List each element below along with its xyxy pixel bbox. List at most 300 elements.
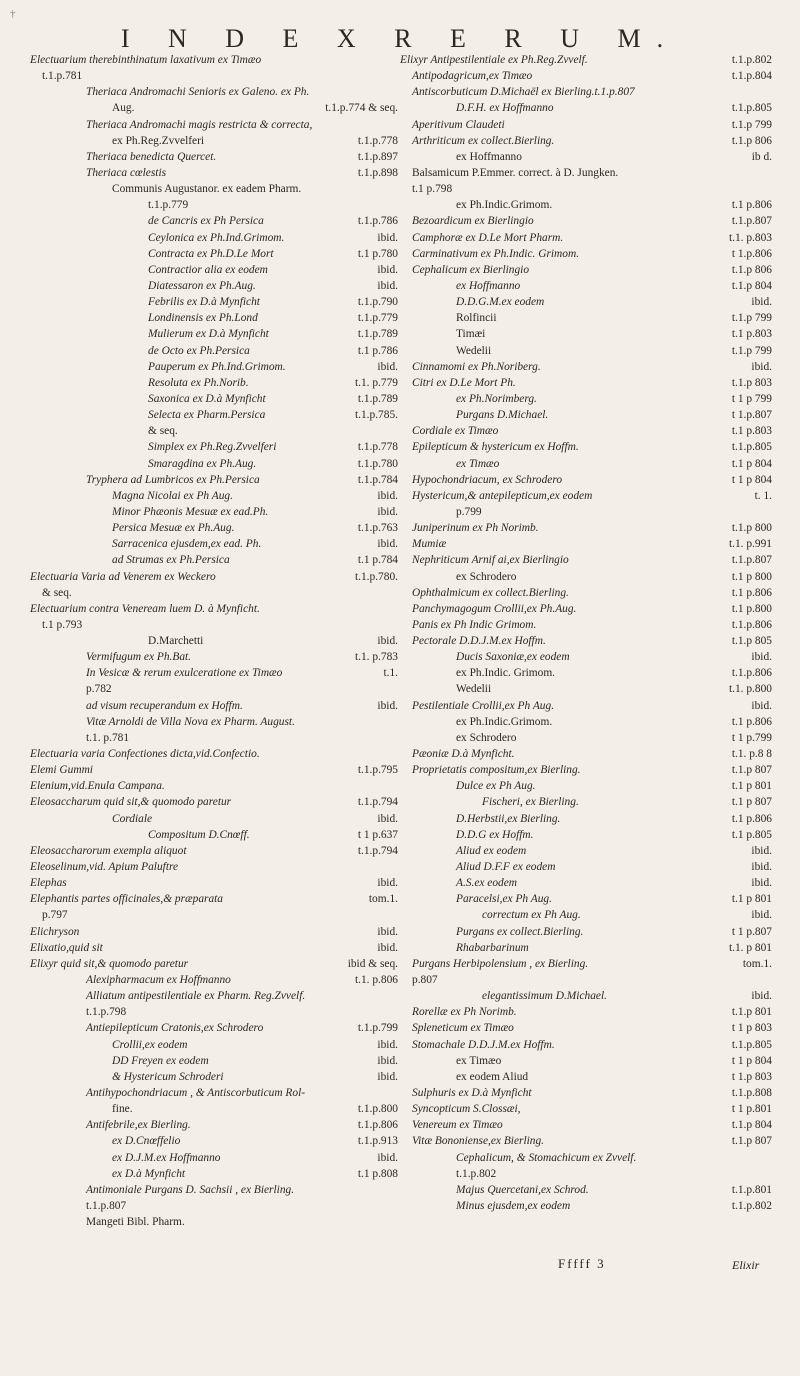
entry-text: Aliud ex eodem	[456, 844, 527, 857]
index-entry	[30, 1053, 398, 1069]
entry-text: p.797	[42, 909, 68, 922]
entry-text: Compositum D.Cnœff.	[148, 828, 250, 841]
entry-reference: t. 1.	[754, 489, 772, 502]
entry-reference: t.1 p.806	[731, 715, 772, 728]
index-entry	[30, 165, 398, 181]
index-entry	[400, 714, 772, 730]
entry-reference: t.1.p 806	[731, 263, 772, 276]
entry-text: Balsamicum P.Emmer. correct. à D. Jungken.	[412, 166, 619, 179]
entry-text: Londinensis ex Ph.Lond	[148, 312, 258, 325]
entry-reference: t.1.p.805	[731, 102, 772, 115]
index-entry	[30, 1182, 398, 1198]
index-entry	[400, 262, 772, 278]
entry-text: Febrilis ex D.à Mynficht	[148, 296, 260, 309]
entry-text: Antimoniale Purgans D. Sachsii , ex Bierling.	[86, 1183, 295, 1196]
index-entry	[400, 423, 772, 439]
entry-reference: t.1 p 801	[731, 780, 772, 793]
index-entry	[400, 778, 772, 794]
entry-reference: t.1. p.783	[354, 651, 398, 664]
index-entry	[400, 601, 772, 617]
entry-reference: t.1.p.806	[731, 667, 772, 680]
entry-text: Elixyr quid sit,& quomodo paretur	[30, 957, 189, 970]
entry-text: Epilepticum & hystericum ex Hoffm.	[412, 441, 579, 454]
entry-reference: t.1.p.801	[731, 1183, 772, 1196]
entry-text: Vitæ Bononiense,ex Bierling.	[412, 1135, 545, 1148]
index-entry	[400, 1053, 772, 1069]
entry-reference: ibid.	[377, 505, 398, 518]
entry-reference: t.1.p.800	[357, 1103, 398, 1116]
index-entry	[30, 391, 398, 407]
entry-reference: t.1. p.779	[354, 376, 398, 389]
index-entry	[400, 520, 772, 536]
index-entry	[30, 811, 398, 827]
entry-reference: t.1 p 801	[731, 893, 772, 906]
entry-reference: t.1.p.807	[731, 554, 772, 567]
entry-text: Cephalicum ex Bierlingio	[412, 263, 530, 276]
entry-text: Elemi Gummi	[30, 764, 93, 777]
entry-text: Simplex ex Ph.Reg.Zvvelferi	[148, 441, 277, 454]
entry-reference: ibid.	[377, 231, 398, 244]
index-entry	[30, 310, 398, 326]
index-entry	[30, 1101, 398, 1117]
entry-text: Contractior alia ex eodem	[148, 263, 268, 276]
entry-reference: t.1.p.804	[731, 70, 772, 83]
entry-text: Eleosaccharum quid sit,& quomodo paretur	[30, 796, 232, 809]
index-entry	[400, 665, 772, 681]
entry-text: Wedelii	[456, 683, 492, 696]
index-entry	[400, 859, 772, 875]
entry-text: fine.	[112, 1103, 133, 1116]
index-entry	[30, 262, 398, 278]
index-entry	[400, 988, 772, 1004]
entry-reference: t.1 p.808	[357, 1167, 398, 1180]
entry-text: ex Timæo	[456, 1054, 502, 1067]
index-entry	[400, 407, 772, 423]
index-entry	[30, 423, 398, 439]
entry-text: Selecta ex Pharm.Persica	[148, 409, 266, 422]
index-entry	[400, 649, 772, 665]
entry-reference: t.1.p.897	[357, 150, 398, 163]
index-entry	[400, 294, 772, 310]
entry-text: Theriaca Andromachi Senioris ex Galeno. ex Ph.	[86, 86, 310, 99]
index-entry	[30, 617, 398, 633]
entry-reference: t.1.p 799	[731, 118, 772, 131]
index-entry	[30, 504, 398, 520]
index-entry	[400, 794, 772, 810]
index-entry	[400, 52, 772, 68]
entry-reference: tom.1.	[742, 957, 772, 970]
index-entry	[30, 246, 398, 262]
index-entry	[400, 1182, 772, 1198]
entry-reference: t 1 p 804	[731, 473, 772, 486]
index-entry	[400, 681, 772, 697]
index-entry	[30, 1037, 398, 1053]
index-entry	[30, 197, 398, 213]
entry-reference: t.1 p.784	[357, 554, 398, 567]
entry-reference: t.1.p 805	[731, 635, 772, 648]
index-entry	[30, 68, 398, 84]
index-entry	[30, 472, 398, 488]
entry-text: D.D.G.M.ex eodem	[456, 296, 545, 309]
entry-reference: t 1 p 803	[731, 1022, 772, 1035]
index-entry	[400, 1150, 772, 1166]
entry-reference: ibid.	[377, 941, 398, 954]
entry-text: ex Ph.Indic.Grimom.	[456, 199, 553, 212]
entry-text: In Vesicæ & rerum exulceratione ex Timæo	[86, 667, 283, 680]
entry-reference: t 1 p.801	[731, 1103, 772, 1116]
entry-reference: t.1 p 800	[731, 570, 772, 583]
entry-text: ex D.J.M.ex Hoffmanno	[112, 1151, 221, 1164]
entry-reference: t.1.p.778	[357, 134, 398, 147]
index-entry	[400, 391, 772, 407]
entry-reference: ibid.	[377, 877, 398, 890]
entry-reference: ibid.	[377, 1054, 398, 1067]
catchword: Elixir	[732, 1258, 760, 1272]
index-entry	[30, 1020, 398, 1036]
entry-text: de Cancris ex Ph Persica	[148, 215, 264, 228]
entry-text: Sarracenica ejusdem,ex ead. Ph.	[112, 538, 262, 551]
index-entry	[30, 794, 398, 810]
entry-text: D.F.H. ex Hoffmanno	[456, 102, 554, 115]
entry-text: D.Herbstii,ex Bierling.	[456, 812, 561, 825]
index-entry	[400, 197, 772, 213]
entry-text: Elixyr Antipestilentiale ex Ph.Reg.Zvvelf.	[400, 54, 588, 66]
index-entry	[30, 439, 398, 455]
entry-text: Antihypochondriacum , & Antiscorbuticum Rol-	[86, 1087, 306, 1099]
entry-text: t.1 p.793	[42, 618, 83, 631]
entry-text: t.1.p.807	[86, 1199, 127, 1212]
entry-text: p.782	[86, 683, 112, 696]
entry-text: Camphoræ ex D.Le Mort Pharm.	[412, 231, 564, 244]
index-entry	[400, 746, 772, 762]
entry-text: Pestilentiale Crollii,ex Ph Aug.	[412, 699, 555, 712]
entry-reference: ibid.	[751, 699, 772, 712]
entry-text: ex Timæo	[456, 457, 500, 470]
index-entry	[30, 665, 398, 681]
entry-reference: t.1 p.780	[357, 247, 398, 260]
entry-reference: ibid & seq.	[347, 957, 398, 970]
index-entry	[400, 117, 772, 133]
entry-reference: ibid.	[751, 360, 772, 373]
index-entry	[30, 569, 398, 585]
entry-reference: t.1.p 803	[731, 376, 772, 389]
entry-text: Juniperinum ex Ph Norimb.	[412, 522, 539, 535]
entry-text: Aliud D.F.F ex eodem	[456, 861, 556, 874]
index-entry	[30, 924, 398, 940]
index-entry	[400, 762, 772, 778]
entry-reference: t.1.p.786	[357, 215, 398, 228]
index-entry	[400, 181, 772, 197]
entry-reference: t.1.	[383, 667, 398, 680]
entry-reference: t.1.p.789	[357, 392, 398, 405]
entry-reference: ibid.	[377, 360, 398, 373]
entry-text: Syncopticum S.Clossæi,	[412, 1103, 521, 1116]
entry-text: Elephas	[30, 877, 67, 890]
index-entry	[30, 133, 398, 149]
index-entry	[400, 165, 772, 181]
entry-reference: ibid.	[377, 538, 398, 551]
entry-text: t.1.p.802	[456, 1167, 497, 1180]
entry-text: t.1.p.798	[86, 1006, 127, 1019]
entry-text: Nephriticum Arnif ai,ex Bierlingio	[412, 554, 569, 567]
index-entry	[400, 504, 772, 520]
index-entry	[400, 585, 772, 601]
entry-reference: t.1.p.794	[357, 796, 398, 809]
index-entry	[30, 1133, 398, 1149]
entry-reference: t.1 p.803	[731, 328, 772, 341]
entry-reference: t.1.p.794	[357, 844, 398, 857]
index-entry	[400, 907, 772, 923]
entry-text: de Octo ex Ph.Persica	[148, 344, 250, 357]
entry-text: Antiscorbuticum D.Michaël ex Bierling.t.1.p.807	[412, 86, 635, 99]
index-entry	[400, 698, 772, 714]
entry-text: Minor Phæonis Mesuæ ex ead.Ph.	[112, 505, 269, 518]
index-entry	[400, 1133, 772, 1149]
index-entry	[400, 1037, 772, 1053]
entry-reference: t.1.p.805	[731, 441, 772, 454]
entry-text: Hypochondriacum, ex Schrodero	[412, 473, 563, 486]
entry-text: ex Hoffmanno	[456, 150, 522, 163]
index-entry	[30, 1069, 398, 1085]
entry-reference: tom.1.	[368, 893, 398, 906]
index-entry	[400, 230, 772, 246]
index-entry	[400, 875, 772, 891]
index-entry	[30, 1166, 398, 1182]
index-entry	[400, 149, 772, 165]
entry-reference: t.1.p.807	[731, 215, 772, 228]
index-entry	[30, 1004, 398, 1020]
index-entry	[30, 181, 398, 197]
index-entry	[400, 1101, 772, 1117]
index-entry	[400, 827, 772, 843]
entry-reference: t.1.p.802	[731, 54, 772, 66]
entry-text: A.S.ex eodem	[456, 877, 518, 890]
index-entry	[400, 536, 772, 552]
entry-text: D.D.G ex Hoffm.	[456, 828, 534, 841]
entry-text: Electuarium contra Veneream luem D. à Mynficht.	[30, 602, 260, 615]
entry-reference: ibid.	[751, 877, 772, 890]
entry-text: Aug.	[112, 102, 135, 115]
index-entry	[30, 488, 398, 504]
entry-text: Elenium,vid.Enula Campana.	[30, 780, 165, 793]
entry-text: Saxonica ex D.à Mynficht	[148, 392, 266, 405]
entry-text: Eleosaccharorum exempla aliquot	[30, 844, 187, 857]
entry-text: Cephalicum, & Stomachicum ex Zvvelf.	[456, 1151, 637, 1164]
entry-reference: t.1.p 807	[731, 764, 772, 777]
entry-text: ex Schrodero	[456, 731, 517, 744]
index-entry	[30, 762, 398, 778]
entry-reference: t.1.p 804	[731, 279, 772, 292]
index-entry	[30, 536, 398, 552]
index-entry	[30, 649, 398, 665]
index-entry	[30, 326, 398, 342]
index-entry	[400, 843, 772, 859]
entry-reference: t.1 p.800	[731, 602, 772, 615]
index-entry	[30, 730, 398, 746]
entry-reference: t.1 p.805	[731, 828, 772, 841]
entry-reference: t.1.p 800	[731, 522, 772, 535]
entry-reference: ibid.	[751, 296, 772, 309]
index-entry	[400, 1020, 772, 1036]
entry-text: Citri ex D.Le Mort Ph.	[412, 376, 516, 389]
entry-reference: t.1.p 801	[731, 1006, 772, 1019]
entry-reference: t.1 p 807	[731, 796, 772, 809]
left-index-column	[30, 52, 398, 1230]
index-entry	[400, 956, 772, 972]
entry-reference: t.1.p.898	[357, 166, 398, 179]
entry-text: Fischeri, ex Bierling.	[482, 796, 579, 809]
index-entry	[400, 84, 772, 100]
entry-text: Bezoardicum ex Bierlingio	[412, 215, 534, 228]
entry-text: Purgans ex collect.Bierling.	[456, 925, 584, 938]
index-entry	[30, 698, 398, 714]
index-entry	[400, 246, 772, 262]
entry-reference: t.1 p.803	[731, 425, 772, 438]
entry-reference: ibid.	[751, 909, 772, 922]
entry-reference: t.1. p.800	[728, 683, 772, 696]
entry-text: ad visum recuperandum ex Hoffm.	[86, 699, 243, 712]
entry-reference: t 1.p.807	[731, 409, 772, 422]
entry-reference: ibid.	[377, 263, 398, 276]
entry-text: p.799	[456, 505, 482, 518]
entry-reference: t 1.p.806	[731, 247, 772, 260]
index-entry	[400, 1085, 772, 1101]
index-entry	[400, 213, 772, 229]
entry-reference: t.1.p.806	[731, 618, 772, 631]
entry-text: Proprietatis compositum,ex Bierling.	[412, 764, 581, 777]
index-entry	[400, 375, 772, 391]
index-entry	[30, 294, 398, 310]
entry-reference: t 1 p.807	[731, 925, 772, 938]
index-entry	[30, 585, 398, 601]
index-entry	[30, 601, 398, 617]
entry-reference: ibid.	[751, 990, 772, 1003]
entry-text: correctum ex Ph Aug.	[482, 909, 581, 922]
index-entry	[30, 972, 398, 988]
entry-reference: ibid.	[751, 861, 772, 874]
entry-text: Resoluta ex Ph.Norib.	[148, 376, 249, 389]
entry-text: ex Ph.Reg.Zvvelferi	[112, 134, 205, 147]
index-entry	[30, 633, 398, 649]
entry-text: Purgans D.Michael.	[456, 409, 549, 422]
index-entry	[30, 1117, 398, 1133]
index-entry	[30, 778, 398, 794]
entry-text: ex D.à Mynficht	[112, 1167, 186, 1180]
index-entry	[400, 972, 772, 988]
entry-text: Minus ejusdem,ex eodem	[456, 1199, 571, 1212]
entry-text: Antipodagricum,ex Timæo	[412, 70, 533, 83]
entry-text: Mumiæ	[412, 538, 447, 551]
entry-text: Electuaria Varia ad Venerem ex Weckero	[30, 570, 216, 583]
entry-text: Electuaria varia Confectiones dicta,vid.Confectio.	[30, 748, 260, 761]
entry-text: Panchymagogum Crollii,ex Ph.Aug.	[412, 602, 577, 615]
entry-text: Diatessaron ex Ph.Aug.	[148, 279, 256, 292]
index-entry	[30, 859, 398, 875]
index-entry	[30, 681, 398, 697]
index-entry	[400, 278, 772, 294]
entry-reference: t 1 p.799	[731, 731, 772, 744]
index-entry	[30, 827, 398, 843]
entry-reference: t.1.p 799	[731, 344, 772, 357]
index-entry	[400, 326, 772, 342]
index-entry	[30, 988, 398, 1004]
entry-reference: t.1.p.784	[357, 473, 398, 486]
entry-reference: t.1 p.806	[731, 199, 772, 212]
index-entry	[400, 891, 772, 907]
entry-text: Theriaca Andromachi magis restricta & correcta,	[86, 118, 313, 131]
entry-text: Alexipharmacum ex Hoffmanno	[86, 974, 231, 987]
index-entry	[30, 456, 398, 472]
index-entry	[400, 310, 772, 326]
index-entry	[30, 213, 398, 229]
index-entry	[400, 924, 772, 940]
entry-reference: t 1.p 803	[731, 1070, 772, 1083]
entry-text: ex eodem Aliud	[456, 1070, 529, 1083]
entry-reference: ibid.	[377, 699, 398, 712]
index-entry	[30, 375, 398, 391]
entry-text: Tryphera ad Lumbricos ex Ph.Persica	[86, 473, 260, 486]
entry-text: ex Ph.Indic.Grimom.	[456, 715, 553, 728]
entry-text: ex Ph.Indic. Grimom.	[456, 667, 556, 680]
index-entry	[30, 714, 398, 730]
index-entry	[30, 230, 398, 246]
corner-mark: †	[10, 8, 16, 20]
entry-reference: t.1.p 804	[731, 1119, 772, 1132]
index-entry	[30, 359, 398, 375]
entry-text: Cinnamomi ex Ph.Noriberg.	[412, 360, 541, 373]
entry-reference: ibid.	[377, 812, 398, 825]
entry-reference: ibid.	[751, 844, 772, 857]
entry-text: Eleoselinum,vid. Apium Paluftre	[30, 861, 179, 874]
entry-text: Antiepilepticum Cratonis,ex Schrodero	[86, 1022, 264, 1035]
index-entry	[30, 746, 398, 762]
index-entry	[30, 875, 398, 891]
entry-reference: t.1.p.780.	[354, 570, 398, 583]
entry-text: & seq.	[148, 425, 178, 438]
index-entry	[30, 1085, 398, 1101]
entry-reference: t.1.p.779	[357, 312, 398, 325]
entry-reference: ibid.	[377, 925, 398, 938]
index-entry	[400, 472, 772, 488]
entry-text: Timæi	[456, 328, 486, 341]
entry-reference: t.1.p.913	[357, 1135, 398, 1148]
entry-text: Stomachale D.D.J.M.ex Hoffm.	[412, 1038, 555, 1051]
entry-text: Elixatio,quid sit	[30, 941, 103, 954]
entry-text: ex D.Cnœffelio	[112, 1135, 181, 1148]
index-entry	[30, 52, 398, 68]
entry-reference: t.1 p.786	[357, 344, 398, 357]
entry-text: Mangeti Bibl. Pharm.	[86, 1216, 185, 1229]
entry-text: Antifebrile,ex Bierling.	[86, 1119, 191, 1132]
index-entry	[30, 940, 398, 956]
entry-text: & seq.	[42, 586, 72, 599]
entry-text: Dulce ex Ph Aug.	[456, 780, 536, 793]
entry-text: Electuarium therebinthinatum laxativum ex Timæo	[30, 54, 262, 66]
index-entry	[400, 1117, 772, 1133]
entry-text: Wedelii	[456, 344, 492, 357]
entry-text: Panis ex Ph Indic Grimom.	[412, 618, 537, 631]
entry-reference: t.1.p.763	[357, 522, 398, 535]
entry-text: Rhabarbarinum	[456, 941, 529, 954]
entry-text: Vermifugum ex Ph.Bat.	[86, 651, 192, 664]
index-entry	[400, 1198, 772, 1214]
signature-mark: Fffff 3	[558, 1256, 606, 1271]
entry-text: Magna Nicolai ex Ph Aug.	[112, 489, 233, 502]
entry-text: Ceylonica ex Ph.Ind.Grimom.	[148, 231, 285, 244]
index-entry	[400, 68, 772, 84]
index-entry	[30, 552, 398, 568]
index-entry	[400, 439, 772, 455]
